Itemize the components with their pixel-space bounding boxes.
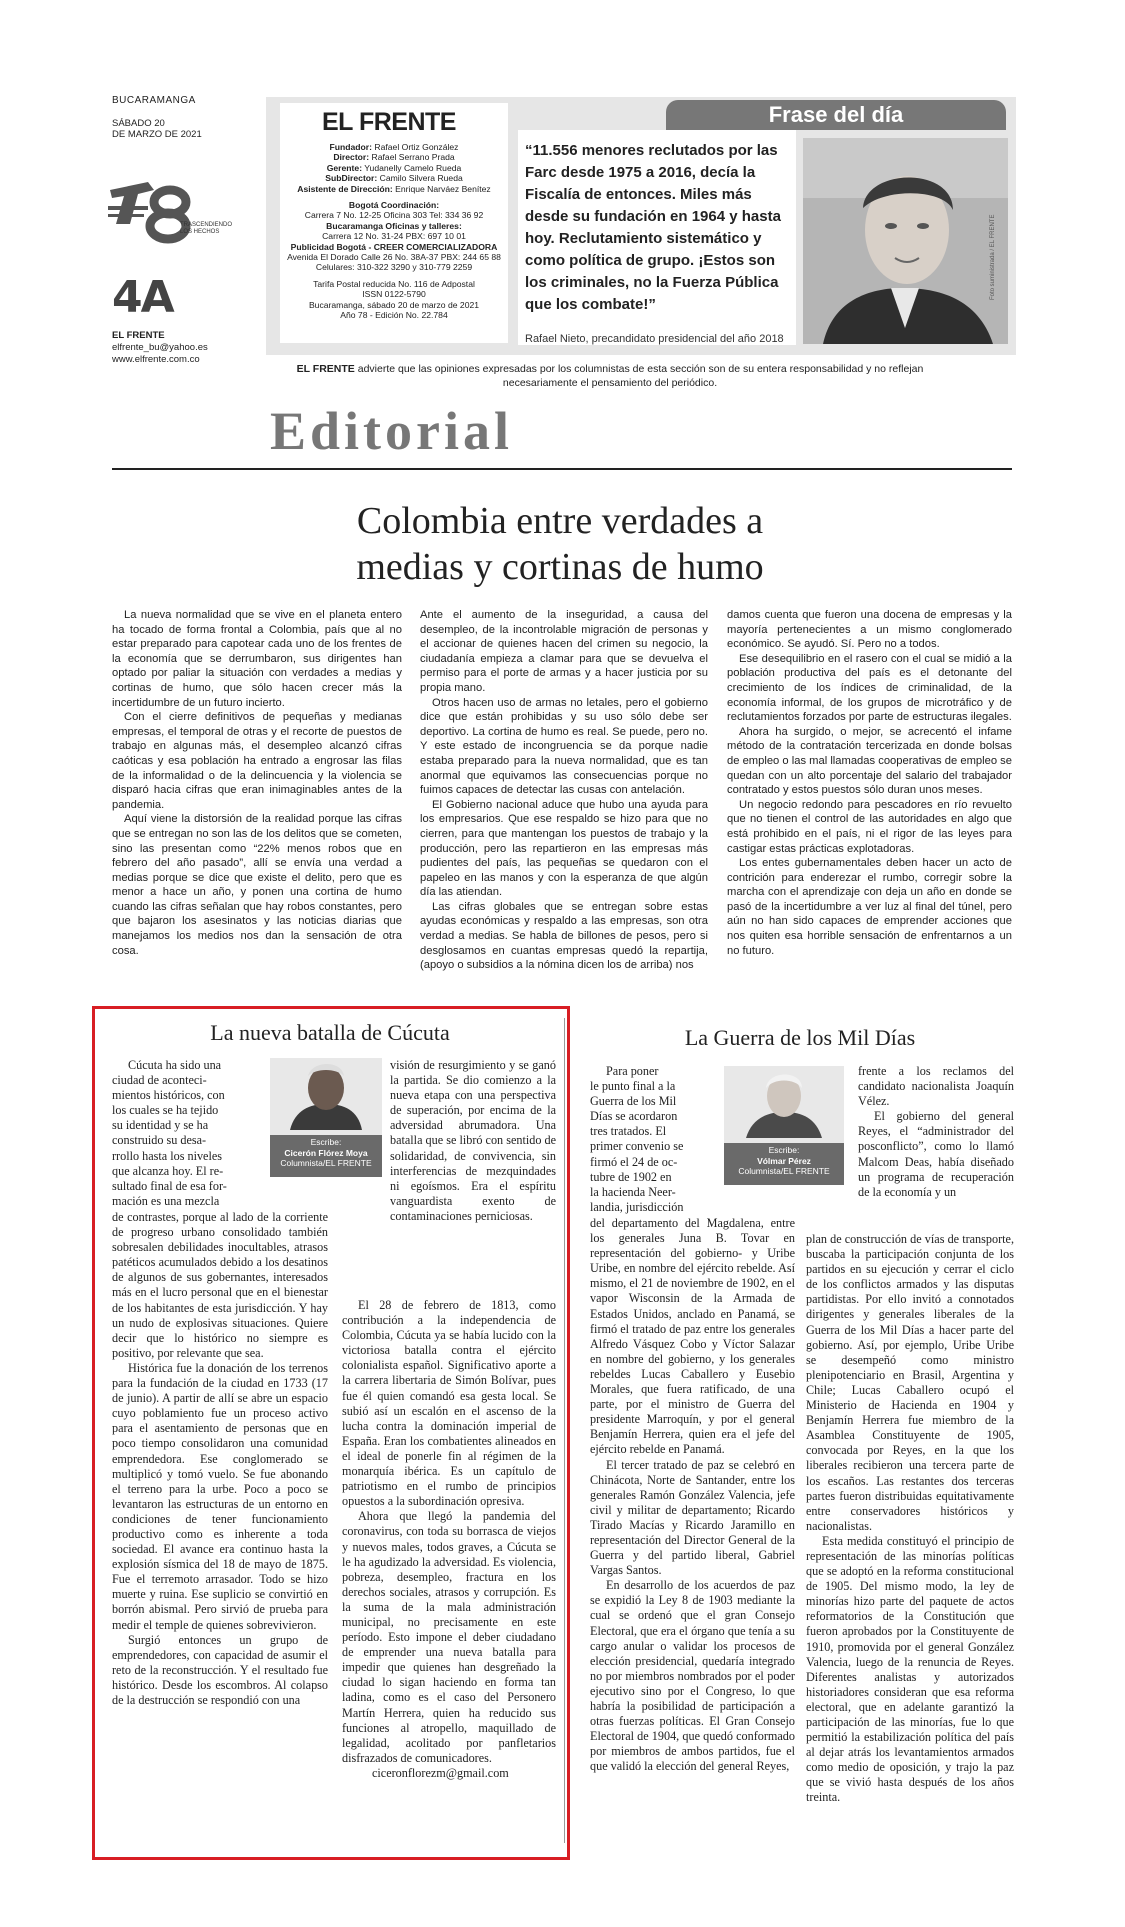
office-row: Bucaramanga Oficinas y talleres: bbox=[326, 220, 462, 231]
guerra-title: La Guerra de los Mil Días bbox=[684, 1025, 916, 1050]
columnist-card-volmar bbox=[724, 1066, 844, 1178]
paragraph: El 28 de febrero de 1813, como contribución a la independencia de Colombia, Cúcuta ya se había lucido con la victoriosa batalla contra el ejército colonialista español. Significativo aporte a la carrera libertaria de Simón Bolívar, pues fue él quien comandó esa gesta local. Se subió así un escalón en el ascenso de la lucha contra la dominación imperial de España. Eran los combatientes alineados en el ideal de ponerle fin al régimen de la monarquía ibérica. Es un capítulo de patriotismo en el rumbo de principios opuestos a la subordinación opresiva. bbox=[342, 1298, 556, 1509]
cucuta-col-1 bbox=[112, 1210, 328, 1708]
cucuta-wrap-text: Cúcuta ha sido una ciudad de aconteci- mientos históricos, con los cuales se ha tejido su identidad y se ha construido su desa- rrollo hasta los niveles que alcanza hoy. El re- sultado final de esa for- mación es una mezcla bbox=[112, 1058, 227, 1208]
paragraph: Un negocio redondo para pescadores en río revuelto que no tienen el control de las autoridades en algo que está prohibido en el país, ni el rigor de las leyes para castigar estas prácticas explotadoras. bbox=[727, 798, 1012, 855]
column-divider bbox=[564, 1018, 565, 1843]
paragraph: de contrastes, porque al lado de la corriente de progreso urbano consolidado también sobresalen debilidades inocultables, atrasos patéticos acumulados debido a los desatinos de algunos de sus gobernantes, interesados más en el lucro personal que en el bienestar de los habitantes de esta jurisdicción. Y hay un nudo de explosivas situaciones. Quiere decir que lo histórico no siempre es positivo, por relevante que sea. bbox=[112, 1210, 328, 1360]
masthead-title: EL FRENTE bbox=[322, 108, 456, 136]
staff-row: SubDirector: Camilo Silvera Rueda bbox=[325, 173, 463, 184]
byline-role: Columnista/EL FRENTE bbox=[280, 1158, 372, 1168]
paragraph: Los entes gubernamentales deben hacer un acto de contrición para enderezar el rumbo, corregir sobre la marcha con el aprendizaje con deja un año en donde se pasó de la incertidumbre a ver luz al final del túnel, pero aún no han sido capaces de emprender acciones que nos quiten esa horrible sensación de enfrentarnos a un no futuro. bbox=[727, 857, 1012, 957]
cucuta-col-2-top bbox=[390, 1058, 556, 1224]
paragraph: El Gobierno nacional aduce que hubo una ayuda para los empresarios. Que ese respaldo se hizo para que no cierren, para que mantengan los puestos de trabajo y la producción, pero las repartieron en las empresas más pudientes del país, las pequeñas se quedaron con el papeleo en las manos y con la esperanza de que algún día las atiendan. bbox=[420, 798, 708, 899]
paragraph: La nueva normalidad que se vive en el planeta entero ha tocado de forma frontal a Colombia, país que al no estar preparado para capotear cada uno de los frentes de la economía que se derrumbaron, sus dirigentes han optado por paliar la situación con verdades a medias y cortinas de humo, que sólo hacen crecer más la incertidumbre de un futuro incierto. bbox=[112, 609, 402, 709]
byline-name: Cicerón Flórez Moya bbox=[284, 1147, 368, 1158]
paragraph: Aquí viene la distorsión de la realidad porque las cifras que se entregan no son las de los delitos que se cometen, sino las presentan como “22% menos robos que en febrero del año pasado”, allí se envía una verdad a medias porque se dice que existe el delito, pero que es menor a hace un año, y ponen una cortina de humo cuando las cifras señalan que hay robos constantes, pero que bajaron los asesinatos y las noticias diarias que manejamos los medios nos dan la sensación de otra cosa. bbox=[112, 813, 402, 957]
office-row: Bogotá Coordinación: bbox=[348, 200, 440, 211]
byline-prefix: Escribe: bbox=[768, 1145, 800, 1155]
city-label: BUCARAMANGA bbox=[112, 95, 196, 106]
cucuta-col-2 bbox=[342, 1298, 556, 1781]
portrait-icon bbox=[803, 138, 1008, 344]
paragraph: El gobierno del general Reyes, el “administrador del posconflicto”, como lo llamó Malcom Deas, había diseñado un programa de recuperación de la economía y un bbox=[858, 1109, 1014, 1199]
byline-name: Vólmar Pérez bbox=[757, 1155, 811, 1166]
date-line-1: SÁBADO 20 bbox=[112, 118, 165, 129]
staff-row: Fundador: Rafael Ortiz González bbox=[329, 142, 459, 152]
date-line-2: DE MARZO DE 2021 bbox=[112, 129, 202, 140]
paragraph: Con el cierre definitivos de pequeñas y medianas empresas, el temporal de otras y el recorte de puestos de trabajo en algunas más, el desempleo alcanzó cifras caóticas y esa población ha entrado a engrosar las filas de la informalidad o de la delincuencia y la violencia se disparó hacia cifras que eran inimaginables antes de la pandemia. bbox=[112, 711, 402, 811]
columnist-photo-icon bbox=[724, 1066, 844, 1138]
paragraph: Surgió entonces un grupo de emprendedores, con capacidad de asumir el reto de la reconstrucción. Y el resultado fue histórico. Desde los escombros. Al colapso de la destrucción se respondió con una bbox=[112, 1632, 328, 1707]
editorial-col-2 bbox=[420, 608, 708, 973]
guerra-col-2 bbox=[806, 1232, 1014, 1806]
contact-lines bbox=[112, 330, 208, 366]
office-row: Avenida El Dorado Calle 26 No. 38A-37 PBX: 244 65 88 bbox=[287, 252, 501, 263]
website-link[interactable]: www.elfrente.com.co bbox=[112, 354, 200, 365]
page-number: 4A bbox=[112, 272, 173, 323]
logo-caption: TRASCENDIENDO LOS HECHOS bbox=[180, 222, 233, 235]
paragraph: Histórica fue la donación de los terrenos para la fundación de la ciudad en 1733 (17 de junio). A partir de allí se abre un espacio cuyo poblamiento fue un proceso activo para el asentamiento de personas que en poco tiempo consolidaron una comunidad emprendedora. Ese conglomerado se multiplicó y tomó vuelo. Se fue abonando el terreno para la urbe. Poco a poco se levantaron las estructuras de un entorno en condiciones de tener funcionamiento productivo como es inherente a toda sociedad. El avance era continuo hasta la explosión sísmica del 18 de mayo de 1875. Fue el terremoto arrasador. Todo se hizo muerte y ruina. Ese suplicio se convirtió en borrón abismal. Pero sirvió de prueba para medir el temple de quienes sobrevivieron. bbox=[112, 1360, 328, 1632]
staff-row: Director: Rafael Serrano Prada bbox=[333, 152, 455, 163]
paragraph: Esta medida constituyó el principio de representación de las minorías políticas que se adoptó en la reforma constitucional de 1905. Del mismo modo, la ley de minorías hizo parte del paquete de actos reformatorios de la Constitución que fueron aprobados por la Constituyente de 1910, promovida por el general González Valencia, luego de la renuncia de Reyes. Diferentes analistas y autorizados historiadores consideran que esa reforma electoral, que en adelante garantizó la participación de las minorías, fue lo que permitió la estabilización política del país al dejar atrás los levantamientos armados como medio de oposición, y trajo la paz que se vivió hasta después de los años treinta. bbox=[806, 1533, 1014, 1805]
frase-label: Frase del día bbox=[768, 102, 904, 127]
guerra-col-1 bbox=[590, 1216, 795, 1774]
logo-78-icon bbox=[108, 180, 233, 250]
anniversary-logo bbox=[108, 180, 233, 245]
section-rule bbox=[112, 468, 1012, 470]
editorial-col-1 bbox=[112, 608, 402, 958]
guerra-col-2-top bbox=[858, 1064, 1014, 1200]
section-title: Editorial bbox=[270, 401, 514, 461]
paragraph: damos cuenta que fueron una docena de empresas y la mayoría pertenecientes a un mismo conglomerado económico. Se ayudó. Sí. Pero no a todos. bbox=[727, 609, 1012, 651]
disclaimer-text: advierte que las opiniones expresadas por los columnistas de esta sección son de su entera responsabilidad y no reflejan necesariamente el pensamiento del periódico. bbox=[354, 363, 924, 389]
paragraph: visión de resurgimiento y se ganó la partida. Se dio comienzo a la nueva etapa con una perspectiva de superación, por encima de la adversidad abrumadora. Una batalla que se libró con sentido de solidaridad, de convivencia, sin interferencias de mezquindades ni egoísmos. Era el espíritu vanguardista exento de contaminaciones perniciosas. bbox=[390, 1058, 556, 1223]
paragraph: El tercer tratado de paz se celebró en Chinácota, Norte de Santander, entre los generales Ramón González Valencia, jefe civil y militar de departamento; Ricardo Tirado Macías y Ricardo Jaramillo en representación del Director General de la Guerra y del partido liberal, Gabriel Vargas Santos. bbox=[590, 1457, 795, 1578]
editorial-headline bbox=[300, 498, 820, 590]
paragraph: Las cifras globales que se entregan sobre estas ayudas económicas y respaldo a las empresas, son otra verdad a medias. Se habla de billones de pesos, pero si desglosamos en cuantas empresas quedó la repartija, (apoyo o subsidios a la nómina dicen los de arriba) nos bbox=[420, 900, 708, 972]
tariff-row: Tarifa Postal reducida No. 116 de Adpostal bbox=[313, 278, 475, 289]
byline-role: Columnista/EL FRENTE bbox=[738, 1166, 830, 1176]
paragraph: En desarrollo de los acuerdos de paz se expidió la Ley 8 de 1903 mediante la cual se ordenó que el gran Consejo Electoral, que era el órgano que tenía a su cargo anular o validar los procesos de elección presidencial, quedaría integrado no por miembros nombrados por el poder ejecutivo sino por el Congreso, lo que habría la posibilidad de participación a otras fuerzas políticas. El Gran Consejo Electoral de 1904, que quedó conformado por miembros de ambos partidos, fue el que validó la elección del general Reyes, bbox=[590, 1578, 795, 1774]
staff-row: Asistente de Dirección: Enrique Narváez Benítez bbox=[297, 183, 491, 194]
rafael-nieto-photo bbox=[803, 138, 1008, 344]
guerra-wrap-text: Para poner le punto final a la Guerra de los Mil Días se acordaron tres tratados. El primer convenio se firmó el 24 de oc- tubre de 1902 en la hacienda Neer- landia, jurisdicción bbox=[590, 1064, 684, 1214]
office-row: Carrera 12 No. 31-24 PBX: 697 10 01 bbox=[322, 231, 466, 242]
author-email[interactable]: ciceronflorezm@gmail.com bbox=[372, 1765, 509, 1780]
issue-date bbox=[112, 118, 212, 140]
paragraph: Ahora ha surgido, o mejor, se acrecentó el infame método de la contratación tercerizada en donde bolsas de empleo o las mal llamadas cooperativas de empleo se quedan con un alto porcentaje del salario del trabajador contratado y estos puestos sólo duran unos meses. bbox=[727, 725, 1012, 797]
office-row: Celulares: 310-322 3290 y 310-779 2259 bbox=[315, 262, 473, 273]
byline-prefix: Escribe: bbox=[310, 1137, 342, 1147]
headline-line-2: medias y cortinas de humo bbox=[356, 546, 764, 588]
columnist-card-ciceron bbox=[270, 1058, 382, 1170]
email-link[interactable]: elfrente_bu@yahoo.es bbox=[112, 342, 208, 353]
tariff-row: ISSN 0122-5790 bbox=[362, 289, 426, 300]
quote-text: “11.556 menores reclutados por las Farc desde 1975 a 2016, decía la Fiscalía de entonces. Miles más desde su fundación en 1964 y hasta hoy. Reclutamiento sistemático y como política de grupo. ¡Estos son los criminales, no la Fuerza Pública que los combate!” bbox=[525, 142, 781, 313]
office-row: Carrera 7 No. 12-25 Oficina 303 Tel: 334 36 92 bbox=[304, 210, 484, 221]
paragraph: plan de construcción de vías de transporte, buscaba la participación conjunta de los partidos en su ejecución y cerrar el ciclo de los conflictos armados y las disputas partidistas. Por ello invitó a connotados dirigentes y generales liberales de la Guerra de los Mil Días a hacer parte del gobierno. Así, por ejemplo, Uribe Uribe se desempeñó como ministro plenipotenciario en Brasil, Argentina y Chile; Lucas Caballero ocupó el Ministerio de Hacienda en 1904 y Benjamín Herrera fue miembro de la Asamblea Constituyente de 1905, convocada por Reyes, en la que los liberales recibieron una tercera parte de los escaños. Las restantes dos terceras partes fueron distribuidas equitativamente entre conservadores históricos y nacionalistas. bbox=[806, 1232, 1014, 1533]
columnist-photo-icon bbox=[270, 1058, 382, 1130]
disclaimer bbox=[290, 362, 930, 390]
paragraph: Ese desequilibrio en el rasero con el cual se midió a la población productiva del país es el detonante del crecimiento de los índices de criminalidad, de la economía informal, de los grupos de microtráfico y de reclutamientos forzados por parte de estructuras ilegales. bbox=[727, 652, 1012, 724]
cucuta-title: La nueva batalla de Cúcuta bbox=[210, 1020, 450, 1045]
tariff-row: Año 78 - Edición No. 22.784 bbox=[340, 310, 448, 321]
photo-credit: Foto suministrada / EL FRENTE bbox=[990, 214, 996, 300]
quote-author: Rafael Nieto, precandidato presidencial del año 2018 bbox=[525, 333, 784, 345]
editorial-col-3 bbox=[727, 608, 1012, 958]
office-row: Publicidad Bogotá - CREER COMERCIALIZADORA bbox=[290, 241, 498, 252]
headline-line-1: Colombia entre verdades a bbox=[356, 500, 764, 542]
paragraph: Otros hacen uso de armas no letales, pero el gobierno dice que están prohibidas y su uso sólo debe ser deportivo. La cortina de humo es real. Se puede, pero no. Y este estado de incongruencia se da porque nadie estaba preparado para la nueva normalidad, que es tan anormal que equivamos las consecuencias porque no fuimos capaces de detectar las cusas con antelación. bbox=[420, 696, 708, 797]
brand-line: EL FRENTE bbox=[112, 330, 165, 341]
paragraph: frente a los reclamos del candidato nacionalista Joaquín Vélez. bbox=[858, 1064, 1014, 1109]
paragraph: Ante el aumento de la inseguridad, a causa del desempleo, de la incontrolable migración de personas y el accionar de quienes hacen del crimen su negocio, la ciudadanía empieza a clamar para que se devuelva el permiso para el porte de armas y a hacer justicia por su propia mano. bbox=[420, 609, 708, 694]
staff-list bbox=[286, 142, 502, 321]
tariff-row: Bucaramanga, sábado 20 de marzo de 2021 bbox=[308, 299, 480, 310]
disclaimer-brand: EL FRENTE bbox=[296, 363, 355, 375]
staff-row: Gerente: Yudanelly Camelo Rueda bbox=[326, 162, 462, 173]
paragraph: del departamento del Magdalena, entre los generales Juna B. Tovar en representación del gobierno- y Uribe Uribe, en nombre del ejército rebelde. Así mismo, el 21 de noviembre de 1902, en el vapor Wisconsin de la Armada de Estados Unidos, anclado en Panamá, se firmó el tratado de paz entre los generales Alfredo Vásquez Cobo y Víctor Salazar en nombre del gobierno, y los generales rebeldes Lucas Caballero y Eusebio Morales, que fuera ratificado, de una parte, por el ministro de Guerra del presidente Marroquín, y por el general Benjamín Herrera, quien era el jefe del ejército rebelde en Panamá. bbox=[590, 1216, 795, 1457]
paragraph: Ahora que llegó la pandemia del coronavirus, con toda su borrasca de viejos y nuevos males, todos graves, a Cúcuta se le ha agudizado la adversidad. Es violencia, pobreza, desempleo, fractura en los derechos sociales, atrasos y corrupción. Es la suma de la mala administración municipal, no precisamente en este período. Esto impone el deber ciudadano de emprender una nueva batalla para impedir que quienes han desgreñado la ciudad lo sigan haciendo en forma tan ladina, como es el caso del Personero Martín Herrera, quien ha reducido sus funciones al atropello, maquillado de legalidad, acolitado por panfletarios disfrazados de comunicadores. bbox=[342, 1509, 556, 1765]
